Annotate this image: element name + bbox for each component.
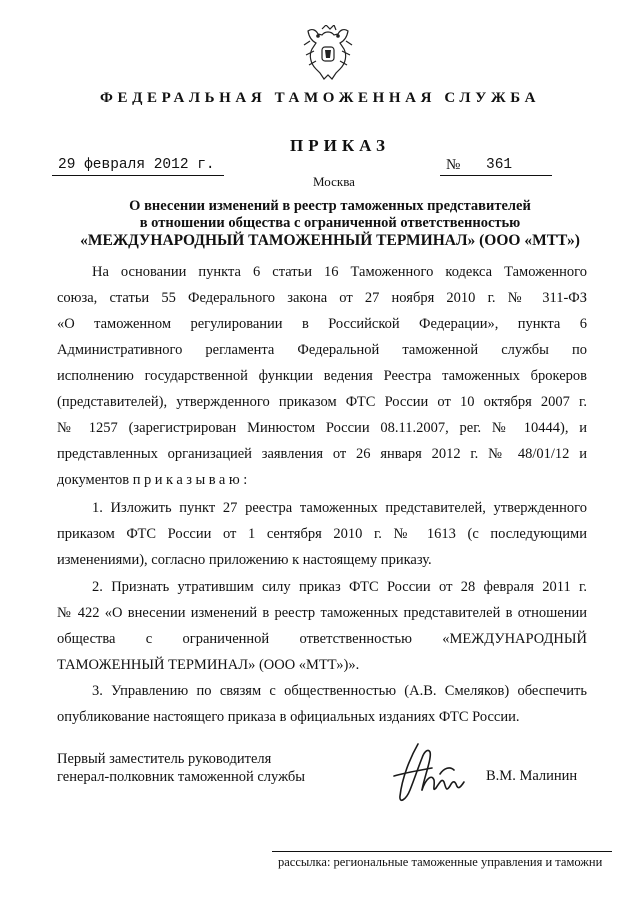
heading-line-3: «МЕЖДУНАРОДНЫЙ ТАМОЖЕННЫЙ ТЕРМИНАЛ» (ООО «МТТ») (80, 232, 580, 249)
intro-line: На основании пункта 6 статьи 16 Таможенного кодекса Таможенного (92, 264, 587, 280)
city: Москва (313, 174, 355, 189)
position-line-2: генерал-полковник таможенной службы (57, 769, 306, 785)
item-1-line: 1. Изложить пункт 27 реестра таможенных представителей, утвержденного (92, 500, 587, 516)
intro-line: представленных организацией заявления от 26 января 2012 г. № 48/01/12 и (57, 446, 587, 462)
intro-final-line (57, 467, 587, 493)
order-date: 29 февраля 2012 г. (58, 157, 215, 173)
item-2-line: № 422 «О внесении изменений в реестр таможенных представителей в отношении (57, 605, 587, 621)
document-type-title: ПРИКАЗ (290, 136, 390, 155)
signatory-name: В.М. Малинин (486, 768, 578, 784)
order-number-label: № (446, 157, 461, 173)
intro-paragraph (57, 259, 587, 493)
item-1 (57, 495, 587, 573)
distribution-divider (272, 851, 612, 852)
order-directive: приказываю: (132, 472, 251, 488)
intro-line: исполнению государственной функции ведения Реестра таможенных брокеров (57, 368, 587, 384)
intro-final-prefix: документов (57, 472, 130, 488)
item-1-line: приказом ФТС России от 1 сентября 2010 г. № 1613 (с последующими (57, 526, 587, 542)
item-2-line: общества с ограниченной ответственностью «МЕЖДУНАРОДНЫЙ (57, 631, 587, 647)
intro-line: союза, статьи 55 Федерального закона от 27 ноября 2010 г. № 311-ФЗ (57, 290, 587, 306)
handwritten-signature-icon (388, 738, 476, 810)
intro-line: № 1257 (зарегистрирован Минюстом России 08.11.2007, рег. № 10444), и (57, 420, 587, 436)
agency-name: ФЕДЕРАЛЬНАЯ ТАМОЖЕННАЯ СЛУЖБА (99, 90, 541, 106)
item-3-line: 3. Управлению по связям с общественностью (А.В. Смеляков) обеспечить (92, 683, 587, 699)
position-line-1: Первый заместитель руководителя (57, 751, 272, 767)
order-number-value: 361 (486, 157, 513, 173)
distribution-list: рассылка: региональные таможенные управления и таможни (278, 855, 603, 869)
item-2 (57, 574, 587, 678)
intro-line: «О таможенном регулировании в Российской Федерации», пункта 6 (57, 316, 587, 332)
item-3 (57, 678, 587, 730)
intro-line: Административного регламента Федеральной таможенной службы по (57, 342, 587, 358)
intro-line: (представителей), утвержденного приказом ФТС России от 10 октября 2007 г. (57, 394, 587, 410)
item-2-line: 2. Признать утратившим силу приказ ФТС России от 28 февраля 2011 г. (92, 579, 587, 595)
item-2-line: ТАМОЖЕННЫЙ ТЕРМИНАЛ» (ООО «МТТ»)». (57, 657, 360, 673)
item-1-line: изменениями), согласно приложению к настоящему приказу. (57, 552, 432, 568)
heading-line-1: О внесении изменений в реестр таможенных представителей (129, 198, 531, 214)
item-3-line: опубликование настоящего приказа в официальных изданиях ФТС России. (57, 709, 520, 725)
double-headed-eagle-emblem-icon (300, 25, 356, 83)
signatory-position (57, 750, 305, 786)
heading-line-2: в отношении общества с ограниченной ответственностью (139, 215, 521, 231)
order-heading (60, 198, 600, 249)
